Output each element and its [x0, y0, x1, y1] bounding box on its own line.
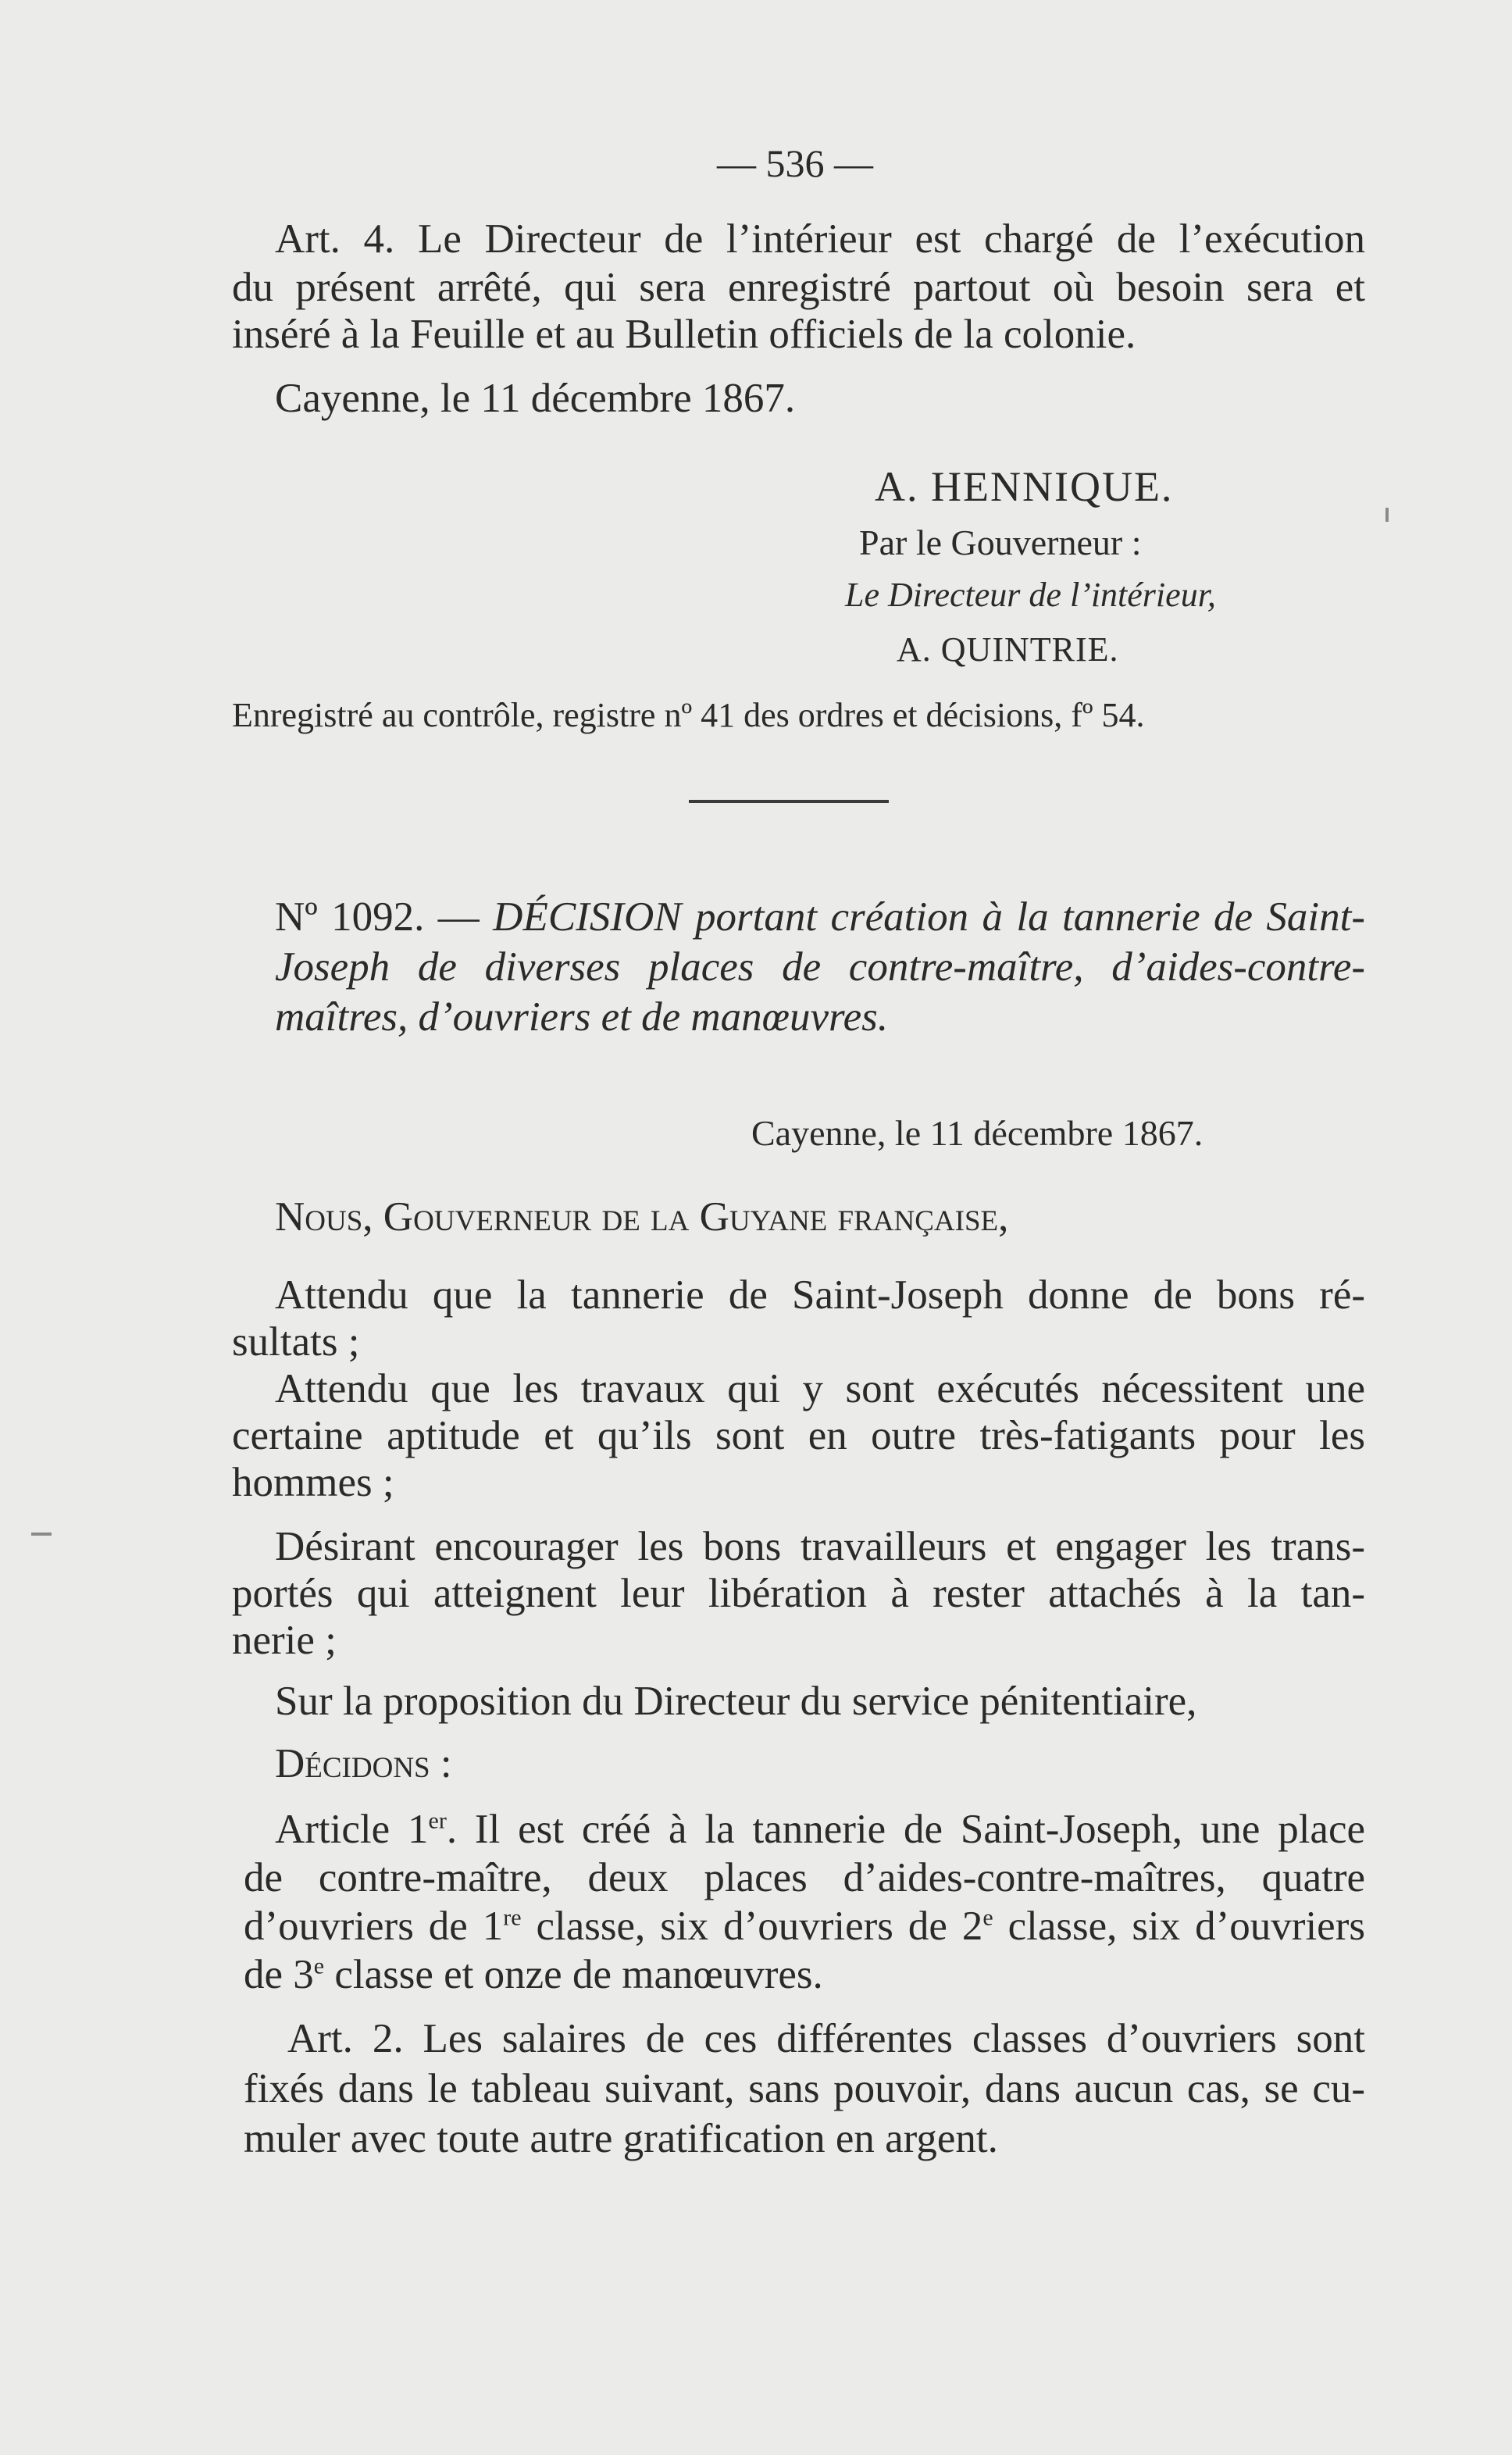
article2-line-1: Art. 2. Les salaires de ces différentes classes d’ouvriers sont — [287, 2016, 1365, 2061]
decision-number: Nº 1092. — [275, 894, 425, 940]
scan-speck — [31, 1533, 52, 1536]
article1-l3-sup1: re — [503, 1904, 522, 1931]
article1-l4-sup: e — [313, 1953, 325, 1979]
considerant-1-line-2: sultats ; — [232, 1319, 360, 1365]
art4-line-3: inséré à la Feuille et au Bulletin officiels de la colonie. — [232, 312, 1136, 357]
section-divider — [689, 800, 889, 803]
place-date: Cayenne, le 11 décembre 1867. — [275, 376, 796, 421]
director-name: A. QUINTRIE. — [897, 630, 1119, 669]
page-number: — 536 — — [717, 141, 873, 185]
considerant-2-line-3: hommes ; — [232, 1460, 394, 1505]
considerant-3-line-1: Désirant encourager les bons travailleurs et engager les trans- — [275, 1524, 1365, 1569]
decision-dash: — — [437, 894, 480, 940]
decision-header-line-1 — [275, 894, 1366, 940]
registration-note: Enregistré au contrôle, registre nº 41 des ordres et décisions, fº 54. — [232, 696, 1145, 734]
considerant-1-line-1: Attendu que la tannerie de Saint-Joseph donne de bons ré- — [275, 1272, 1365, 1318]
decision-dateline: Cayenne, le 11 décembre 1867. — [751, 1113, 1204, 1153]
article1-lead: Article — [275, 1807, 408, 1852]
considerant-2-line-1: Attendu que les travaux qui y sont exécutés nécessitent une — [275, 1366, 1365, 1411]
article1-l4-a: de 3 — [244, 1952, 314, 1997]
art4-line-1: Art. 4. Le Directeur de l’intérieur est chargé de l’exécution — [275, 216, 1365, 262]
article1-sup: er — [428, 1807, 447, 1834]
article1-l4-b: classe et onze de manœuvres. — [324, 1952, 823, 1997]
preamble: Nous, Gouverneur de la Guyane française, — [275, 1194, 1009, 1240]
article1-line-1-rest: . Il est créé à la tannerie de Saint-Joseph, une place — [446, 1807, 1365, 1852]
decision-header-line-2: Joseph de diverses places de contre-maître, d’aides-contre- — [275, 944, 1365, 990]
signature-name: A. HENNIQUE. — [875, 463, 1174, 510]
article1-line-3 — [244, 1906, 1365, 1947]
article1-line-4 — [244, 1954, 823, 1996]
considerant-4-line-1: Sur la proposition du Directeur du service pénitentiaire, — [275, 1679, 1197, 1724]
article1-l3-b: classe, six d’ouvriers de 2 — [521, 1904, 983, 1949]
considerant-3-line-2: portés qui atteignent leur libération à rester attachés à la tan- — [232, 1571, 1365, 1616]
article1-l3-sup2: e — [982, 1904, 993, 1931]
article2-line-3: muler avec toute autre gratification en argent. — [244, 2116, 998, 2161]
decision-header-line-3: maîtres, d’ouvriers et de manœuvres. — [275, 994, 889, 1040]
article1-num: 1 — [408, 1807, 429, 1852]
director-title: Le Directeur de l’intérieur, — [845, 576, 1216, 614]
decidons-heading: Décidons : — [275, 1741, 452, 1786]
article2-line-2: fixés dans le tableau suivant, sans pouvoir, dans aucun cas, se cu- — [244, 2066, 1365, 2111]
article1-line-2: de contre-maître, deux places d’aides-contre-maîtres, quatre — [244, 1855, 1365, 1900]
decision-title-part-1: DÉCISION portant création à la tannerie de Saint- — [493, 894, 1366, 940]
article1-l3-c: classe, six d’ouvriers — [993, 1904, 1365, 1949]
scan-speck — [1385, 508, 1389, 522]
article1-l3-a: d’ouvriers de 1 — [244, 1904, 504, 1949]
art4-line-2: du présent arrêté, qui sera enregistré partout où besoin sera et — [232, 265, 1365, 310]
considerant-2-line-2: certaine aptitude et qu’ils sont en outre très-fatigants pour les — [232, 1413, 1365, 1458]
considerant-3-line-3: nerie ; — [232, 1618, 337, 1663]
by-governor: Par le Gouverneur : — [859, 523, 1142, 562]
article1-line-1 — [275, 1809, 1365, 1850]
